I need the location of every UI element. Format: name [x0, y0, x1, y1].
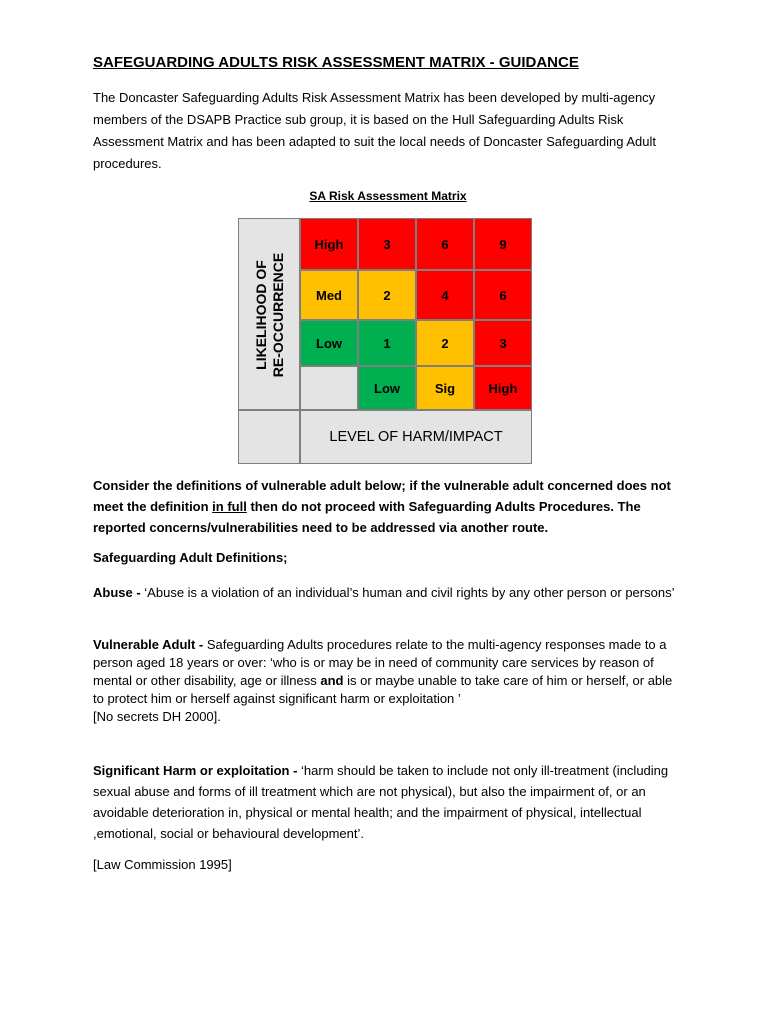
matrix-bottom-corner [238, 410, 300, 464]
definitions-heading: Safeguarding Adult Definitions; [93, 550, 288, 565]
column-label-low: Low [358, 366, 416, 410]
cell-med-low: 2 [358, 270, 416, 320]
vulnerable-adult-definition: Vulnerable Adult - Safeguarding Adults procedures relate to the multi-agency responses made to a person aged 18 years or over: ‘who is or may be in need of community care services by reason of mental or other disability, age or illness and is or maybe unable to take care of him or herself, or able to protect him or herself against significant harm or exploitation ’ [No secrets DH 2000]. [93, 636, 683, 726]
document-page [93, 50, 683, 203]
cell-high-sig: 6 [416, 218, 474, 270]
abuse-term: Abuse - [93, 585, 145, 600]
cell-high-high: 9 [474, 218, 532, 270]
cell-med-sig: 4 [416, 270, 474, 320]
warning-paragraph: Consider the definitions of vulnerable adult below; if the vulnerable adult concerned does not meet the definition in full then do not proceed with Safeguarding Adults Procedures. The reported concerns/vulnerabilities need to be addressed via another route. [93, 478, 671, 535]
cell-low-low: 1 [358, 320, 416, 366]
matrix-caption: SA Risk Assessment Matrix [309, 189, 467, 203]
row-label-low: Low [300, 320, 358, 366]
cell-low-sig: 2 [416, 320, 474, 366]
vulnerable-adult-term: Vulnerable Adult - [93, 637, 207, 652]
warning-underlined: in full [212, 499, 247, 514]
likelihood-axis-label [238, 218, 300, 410]
column-label-sig: Sig [416, 366, 474, 410]
cell-high-low: 3 [358, 218, 416, 270]
row-label-med: Med [300, 270, 358, 320]
significant-harm-definition: Significant Harm or exploitation - ‘harm should be taken to include not only ill-treatment (including sexual abuse and forms of ill treatment which are not physical), but also the impairment of, or an avoidable deterioration in, physical or mental health; and the impairment of physical, intellectual ,emotional, social or behavioural development’. [93, 763, 669, 841]
row-label-high: High [300, 218, 358, 270]
page-title: SAFEGUARDING ADULTS RISK ASSESSMENT MATRIX - GUIDANCE [93, 54, 579, 71]
cell-med-high: 6 [474, 270, 532, 320]
y-axis-line-2: RE-OCCURRENCE [270, 252, 286, 378]
abuse-definition: Abuse - ‘Abuse is a violation of an individual’s human and civil rights by any other person or persons’ [93, 585, 675, 600]
risk-matrix [238, 218, 532, 464]
vulnerable-adult-source: [No secrets DH 2000]. [93, 709, 221, 724]
harm-axis-label: LEVEL OF HARM/IMPACT [300, 410, 532, 464]
y-axis-line-1: LIKELIHOOD OF [253, 260, 269, 370]
law-commission-source: [Law Commission 1995] [93, 857, 232, 872]
significant-harm-term: Significant Harm or exploitation - [93, 763, 302, 778]
intro-paragraph: The Doncaster Safeguarding Adults Risk Assessment Matrix has been developed by multi-agency members of the DSAPB Practice sub group, it is based on the Hull Safeguarding Adults Risk Assessment Matrix and has been adapted to suit the local needs of Doncaster Safeguarding Adult procedures. [93, 90, 656, 171]
cell-low-high: 3 [474, 320, 532, 366]
column-label-high: High [474, 366, 532, 410]
matrix-corner-cell [300, 366, 358, 410]
